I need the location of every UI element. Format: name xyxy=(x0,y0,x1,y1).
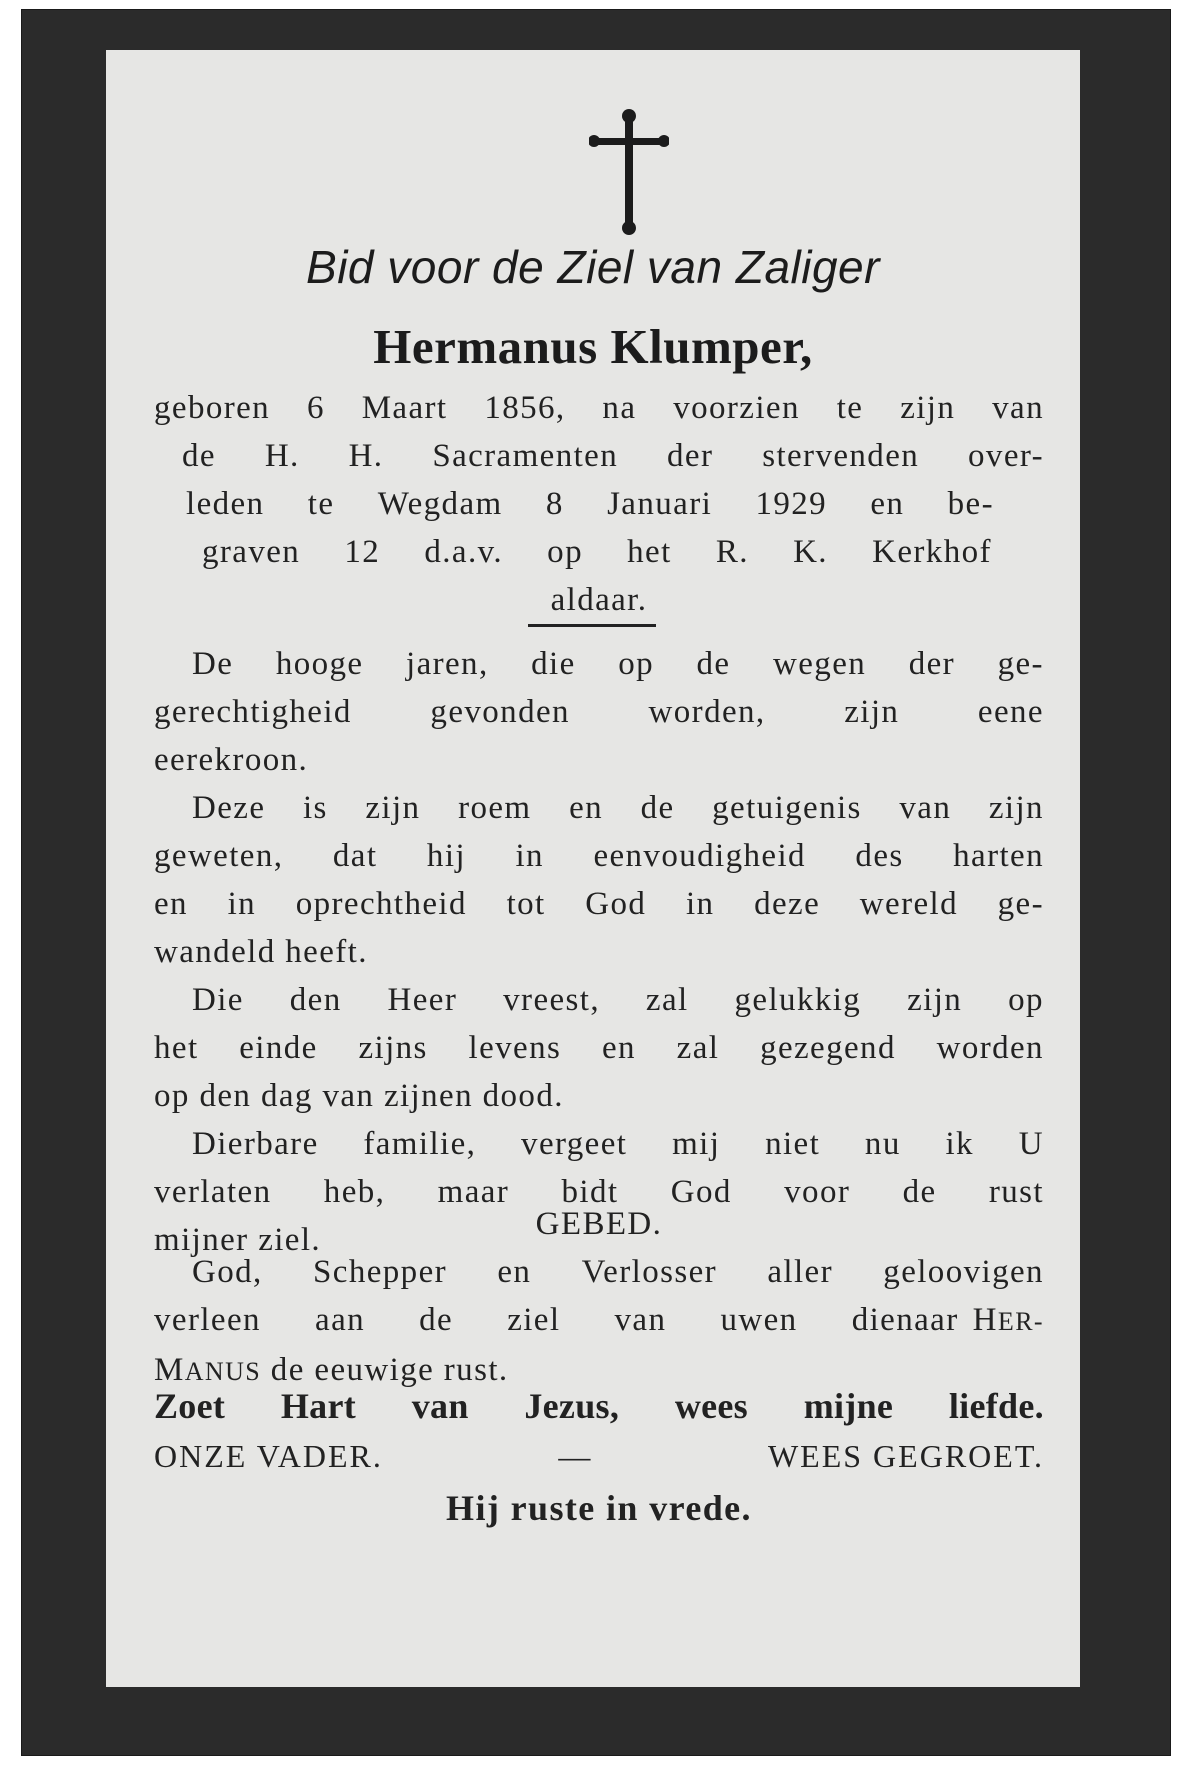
word: wegen xyxy=(773,646,867,682)
word: op xyxy=(618,646,654,682)
word: eenvoudigheid xyxy=(593,838,806,874)
bio-line xyxy=(154,384,1044,432)
word: R. xyxy=(715,534,749,570)
word: graven xyxy=(202,534,301,570)
memorial-card xyxy=(22,10,1170,1755)
word: 12 xyxy=(344,534,381,570)
bio-line-last: aldaar. xyxy=(550,582,648,618)
word: gezegend xyxy=(760,1030,896,1066)
word: en xyxy=(601,1030,636,1066)
prayer-line-2-name xyxy=(973,1296,1044,1346)
word: U xyxy=(1018,1126,1044,1162)
verse-line xyxy=(154,640,1044,688)
prayer-name-cont-initial: M xyxy=(154,1352,185,1388)
word: God, xyxy=(192,1254,263,1290)
word: Maart xyxy=(361,390,448,426)
wees-gegroet: WEES GEGROET. xyxy=(767,1438,1044,1474)
word: zijn xyxy=(844,694,900,730)
word: be- xyxy=(947,486,994,522)
word: levens xyxy=(468,1030,562,1066)
word: De xyxy=(192,646,234,682)
word: vergeet xyxy=(521,1126,628,1162)
biography xyxy=(154,384,1044,624)
word: voor xyxy=(784,1174,851,1210)
word: gevonden xyxy=(430,694,570,730)
word: verlaten xyxy=(154,1174,272,1210)
bio-line xyxy=(154,528,1044,576)
word: leden xyxy=(186,486,265,522)
word: einde xyxy=(239,1030,318,1066)
word: God xyxy=(670,1174,732,1210)
prayer-name-initial: H xyxy=(972,1302,998,1338)
card-paper xyxy=(106,50,1080,1687)
word: verleen xyxy=(154,1302,261,1338)
word: tot xyxy=(506,886,546,922)
word: en xyxy=(497,1254,532,1290)
word: K. xyxy=(793,534,828,570)
verse-line xyxy=(154,688,1044,736)
word: in xyxy=(227,886,257,922)
rust-line: Hij ruste in vrede. xyxy=(446,1488,752,1528)
word: nu xyxy=(864,1126,901,1162)
word: na xyxy=(602,390,637,426)
divider xyxy=(528,624,656,627)
word: Die xyxy=(192,982,244,1018)
verse-line xyxy=(154,1024,1044,1072)
word: zijn xyxy=(988,790,1044,826)
word: geloovigen xyxy=(883,1254,1044,1290)
word: wereld xyxy=(859,886,958,922)
word: ziel xyxy=(507,1302,561,1338)
word: deze xyxy=(754,886,821,922)
word: de xyxy=(182,438,216,474)
word: de xyxy=(419,1302,454,1338)
word: voorzien xyxy=(673,390,800,426)
word: rust xyxy=(988,1174,1044,1210)
word: het xyxy=(627,534,672,570)
word: dat xyxy=(332,838,378,874)
word: maar xyxy=(437,1174,510,1210)
word: gerechtigheid xyxy=(154,694,352,730)
prayer-line-2-text xyxy=(154,1296,959,1346)
word: der xyxy=(908,646,956,682)
word: van xyxy=(411,1386,469,1426)
prayer-name-cont-rest: ANUS xyxy=(184,1357,262,1386)
verse-line-last: eerekroon. xyxy=(154,742,309,778)
word: worden, xyxy=(648,694,766,730)
word: de xyxy=(696,646,731,682)
word: uwen xyxy=(720,1302,798,1338)
word: oprechtheid xyxy=(295,886,467,922)
word: geboren xyxy=(154,390,271,426)
verses xyxy=(154,640,1044,1264)
word: vreest, xyxy=(503,982,601,1018)
verse-line-last: wandeld heeft. xyxy=(154,934,368,970)
word: worden xyxy=(936,1030,1044,1066)
word: roem xyxy=(458,790,532,826)
word: getuigenis xyxy=(712,790,862,826)
word: ge- xyxy=(997,646,1044,682)
word: Verlosser xyxy=(581,1254,718,1290)
word: mijne xyxy=(803,1386,894,1426)
word: en xyxy=(569,790,604,826)
prayer-line-2 xyxy=(154,1296,1044,1346)
word: Zoet xyxy=(154,1386,226,1426)
verse-line xyxy=(154,976,1044,1024)
bio-line xyxy=(154,480,1044,528)
word: wees xyxy=(674,1386,748,1426)
word: over- xyxy=(968,438,1044,474)
word: van xyxy=(899,790,952,826)
word: die xyxy=(531,646,576,682)
card-heading: Bid voor de Ziel van Zaliger xyxy=(306,241,880,293)
word: de xyxy=(902,1174,937,1210)
prayer-title: GEBED. xyxy=(535,1206,663,1242)
word: aller xyxy=(767,1254,833,1290)
word: van xyxy=(614,1302,667,1338)
word: zijn xyxy=(907,982,963,1018)
word: bidt xyxy=(561,1174,619,1210)
verse-line xyxy=(154,832,1044,880)
word: d.a.v. xyxy=(424,534,503,570)
prayers-line xyxy=(154,1432,1044,1480)
word: gelukkig xyxy=(734,982,862,1018)
word: 8 xyxy=(545,486,564,522)
word: 6 xyxy=(306,390,325,426)
word: is xyxy=(302,790,328,826)
word: stervenden xyxy=(762,438,920,474)
word: Januari xyxy=(607,486,713,522)
bio-line xyxy=(154,432,1044,480)
word: en xyxy=(870,486,905,522)
verse-line-last: mijner ziel. xyxy=(154,1222,322,1258)
word: in xyxy=(685,886,715,922)
deceased-name: Hermanus Klumper, xyxy=(373,319,813,374)
cross-icon xyxy=(589,108,669,236)
prayer-line-3-text: de eeuwige rust. xyxy=(270,1352,509,1388)
onze-vader: ONZE VADER. xyxy=(154,1438,383,1474)
word: dienaar xyxy=(851,1302,959,1338)
word: 1929 xyxy=(755,486,828,522)
word: Wegdam xyxy=(377,486,503,522)
word: H. xyxy=(348,438,384,474)
verse-line xyxy=(154,1120,1044,1168)
dash: — xyxy=(558,1438,593,1474)
word: der xyxy=(667,438,714,474)
prayer-section xyxy=(154,1200,1044,1396)
verse-line xyxy=(154,784,1044,832)
word: Schepper xyxy=(313,1254,447,1290)
word: te xyxy=(307,486,335,522)
verse-line-last: op den dag van zijnen dood. xyxy=(154,1078,564,1114)
word: Hart xyxy=(280,1386,357,1426)
word: hooge xyxy=(275,646,364,682)
word: zijns xyxy=(358,1030,428,1066)
word: te xyxy=(836,390,864,426)
word: familie, xyxy=(363,1126,477,1162)
word: aan xyxy=(315,1302,366,1338)
closing-section xyxy=(154,1382,1044,1532)
word: H. xyxy=(264,438,300,474)
word: Dierbare xyxy=(192,1126,319,1162)
word: het xyxy=(154,1030,199,1066)
prayer-name-rest: ER- xyxy=(997,1307,1044,1336)
word: liefde. xyxy=(948,1386,1044,1426)
word: op xyxy=(1008,982,1044,1018)
word: van xyxy=(992,390,1044,426)
word: den xyxy=(289,982,342,1018)
word: jaren, xyxy=(406,646,489,682)
word: God xyxy=(585,886,647,922)
word: op xyxy=(547,534,583,570)
word: mij xyxy=(672,1126,721,1162)
word: eene xyxy=(977,694,1044,730)
word: harten xyxy=(953,838,1044,874)
prayer-line-1 xyxy=(154,1248,1044,1296)
word: Deze xyxy=(192,790,266,826)
word: des xyxy=(855,838,904,874)
word: heb, xyxy=(323,1174,386,1210)
word: en xyxy=(154,886,188,922)
word: zal xyxy=(676,1030,720,1066)
zoet-hart-line xyxy=(154,1382,1044,1430)
word: niet xyxy=(765,1126,821,1162)
word: Sacramenten xyxy=(432,438,619,474)
word: 1856, xyxy=(484,390,566,426)
word: Jezus, xyxy=(524,1386,620,1426)
verse-line xyxy=(154,880,1044,928)
word: zijn xyxy=(900,390,956,426)
word: ik xyxy=(945,1126,974,1162)
word: Kerkhof xyxy=(872,534,992,570)
word: Heer xyxy=(387,982,458,1018)
word: zijn xyxy=(365,790,421,826)
word: hij xyxy=(426,838,466,874)
word: de xyxy=(640,790,675,826)
word: geweten, xyxy=(154,838,284,874)
word: ge- xyxy=(997,886,1044,922)
word: in xyxy=(515,838,544,874)
word: zal xyxy=(645,982,689,1018)
